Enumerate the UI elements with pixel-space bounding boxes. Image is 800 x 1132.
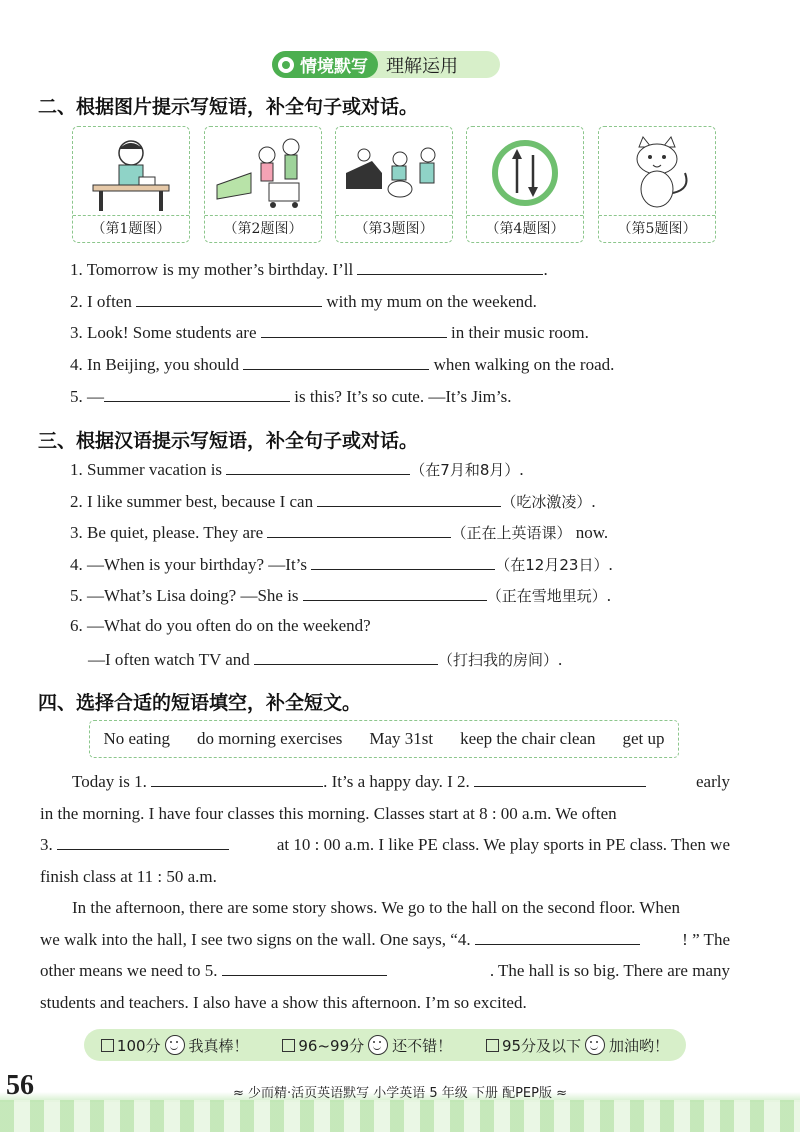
picture-3 <box>335 126 453 243</box>
checkbox-icon[interactable] <box>101 1039 114 1052</box>
s3-question-4: 4. —When is your birthday? —It’s （在12月23日）. <box>70 555 613 574</box>
answer-blank[interactable] <box>303 584 487 601</box>
shopping-icon <box>211 133 315 215</box>
score-option-100[interactable]: 100分 我真棒！ <box>101 1035 249 1056</box>
s2-question-1: 1. Tomorrow is my mother’s birthday. I’ll . <box>70 260 548 279</box>
s3-question-5: 5. —What’s Lisa doing? —She is （正在雪地里玩）. <box>70 586 612 605</box>
self-score-bar <box>84 1029 686 1061</box>
answer-blank[interactable] <box>136 290 322 307</box>
picture-2 <box>204 126 322 243</box>
word-option: do morning exercises <box>197 729 343 748</box>
caption-3: （第3题图） <box>336 215 452 242</box>
passage-paragraph-2: In the afternoon, there are some story shows. We go to the hall on the second floor. When we walk into the hall, I see two signs on the wall. One says, “4. ! ” The other means we need to 5. . The hall is so big. There are many students and teachers. I also have a show this afternoon. I’m so excited. <box>40 898 730 1012</box>
answer-blank[interactable] <box>261 321 447 338</box>
checkbox-icon[interactable] <box>486 1039 499 1052</box>
answer-blank[interactable] <box>267 521 451 538</box>
badge-left: 情境默写 <box>272 51 378 78</box>
score-option-96[interactable]: 96~99分 还不错！ <box>282 1035 452 1056</box>
answer-blank[interactable] <box>151 770 323 787</box>
s3-question-6: 6. —What do you often do on the weekend? <box>70 616 371 635</box>
s3-question-3: 3. Be quiet, please. They are （正在上英语课） now. <box>70 523 609 542</box>
word-option: May 31st <box>369 729 434 748</box>
section2-title: 二、根据图片提示写短语，补全句子或对话。 <box>38 96 419 118</box>
s3-question-2: 2. I like summer best, because I can （吃冰激凌）. <box>70 492 596 511</box>
page-number: 56 <box>6 1070 34 1101</box>
checkbox-icon[interactable] <box>282 1039 295 1052</box>
answer-blank[interactable] <box>311 553 495 570</box>
answer-blank[interactable] <box>226 458 410 475</box>
music-room-icon <box>342 133 446 215</box>
word-bank <box>89 720 679 758</box>
answer-blank[interactable] <box>104 385 290 402</box>
smiley-icon <box>585 1035 605 1055</box>
section4-title: 四、选择合适的短语填空，补全短文。 <box>38 692 362 714</box>
s3-question-1: 1. Summer vacation is （在7月和8月）. <box>70 460 524 479</box>
answer-blank[interactable] <box>243 353 429 370</box>
badge-right: 理解运用 <box>386 55 458 77</box>
answer-blank[interactable] <box>254 648 438 665</box>
passage-paragraph-1: Today is 1. . It’s a happy day. I 2. early in the morning. I have four classes this morning. Classes start at 8 : 00 a.m. We often 3. at 10 : 00 a.m. I like PE class. We play sports in PE class. Then we finish class at 11 : 50 a.m. <box>40 772 730 886</box>
cat-icon <box>605 133 709 215</box>
word-option: keep the chair clean <box>460 729 596 748</box>
answer-blank[interactable] <box>317 490 501 507</box>
picture-1 <box>72 126 190 243</box>
smiley-icon <box>368 1035 388 1055</box>
section-badge <box>272 51 500 78</box>
badge-icon <box>278 57 294 73</box>
boy-writing-icon <box>79 133 183 215</box>
section3-title: 三、根据汉语提示写短语，补全句子或对话。 <box>38 430 419 452</box>
score-option-95[interactable]: 95分及以下 加油哟！ <box>486 1035 669 1056</box>
answer-blank[interactable] <box>57 833 229 850</box>
caption-2: （第2题图） <box>205 215 321 242</box>
footer-stripe <box>0 1100 800 1132</box>
answer-blank[interactable] <box>357 258 543 275</box>
smiley-icon <box>165 1035 185 1055</box>
s2-question-2: 2. I often with my mum on the weekend. <box>70 292 537 311</box>
answer-blank[interactable] <box>474 770 646 787</box>
s2-question-3: 3. Look! Some students are in their music room. <box>70 323 589 342</box>
word-option: get up <box>622 729 665 748</box>
keep-right-sign-icon <box>473 133 577 215</box>
s3-question-6-answer: —I often watch TV and （打扫我的房间）. <box>88 650 563 669</box>
caption-4: （第4题图） <box>467 215 583 242</box>
s2-question-5: 5. — is this? It’s so cute. —It’s Jim’s. <box>70 387 512 406</box>
picture-5 <box>598 126 716 243</box>
s2-question-4: 4. In Beijing, you should when walking on the road. <box>70 355 615 374</box>
answer-blank[interactable] <box>222 959 387 976</box>
caption-5: （第5题图） <box>599 215 715 242</box>
answer-blank[interactable] <box>475 928 640 945</box>
word-option: No eating <box>103 729 171 748</box>
footer-text: ≈ 少而精·活页英语默写 小学英语 5 年级 下册 配PEP版 ≈ <box>232 1086 567 1101</box>
caption-1: （第1题图） <box>73 215 189 242</box>
picture-4 <box>466 126 584 243</box>
